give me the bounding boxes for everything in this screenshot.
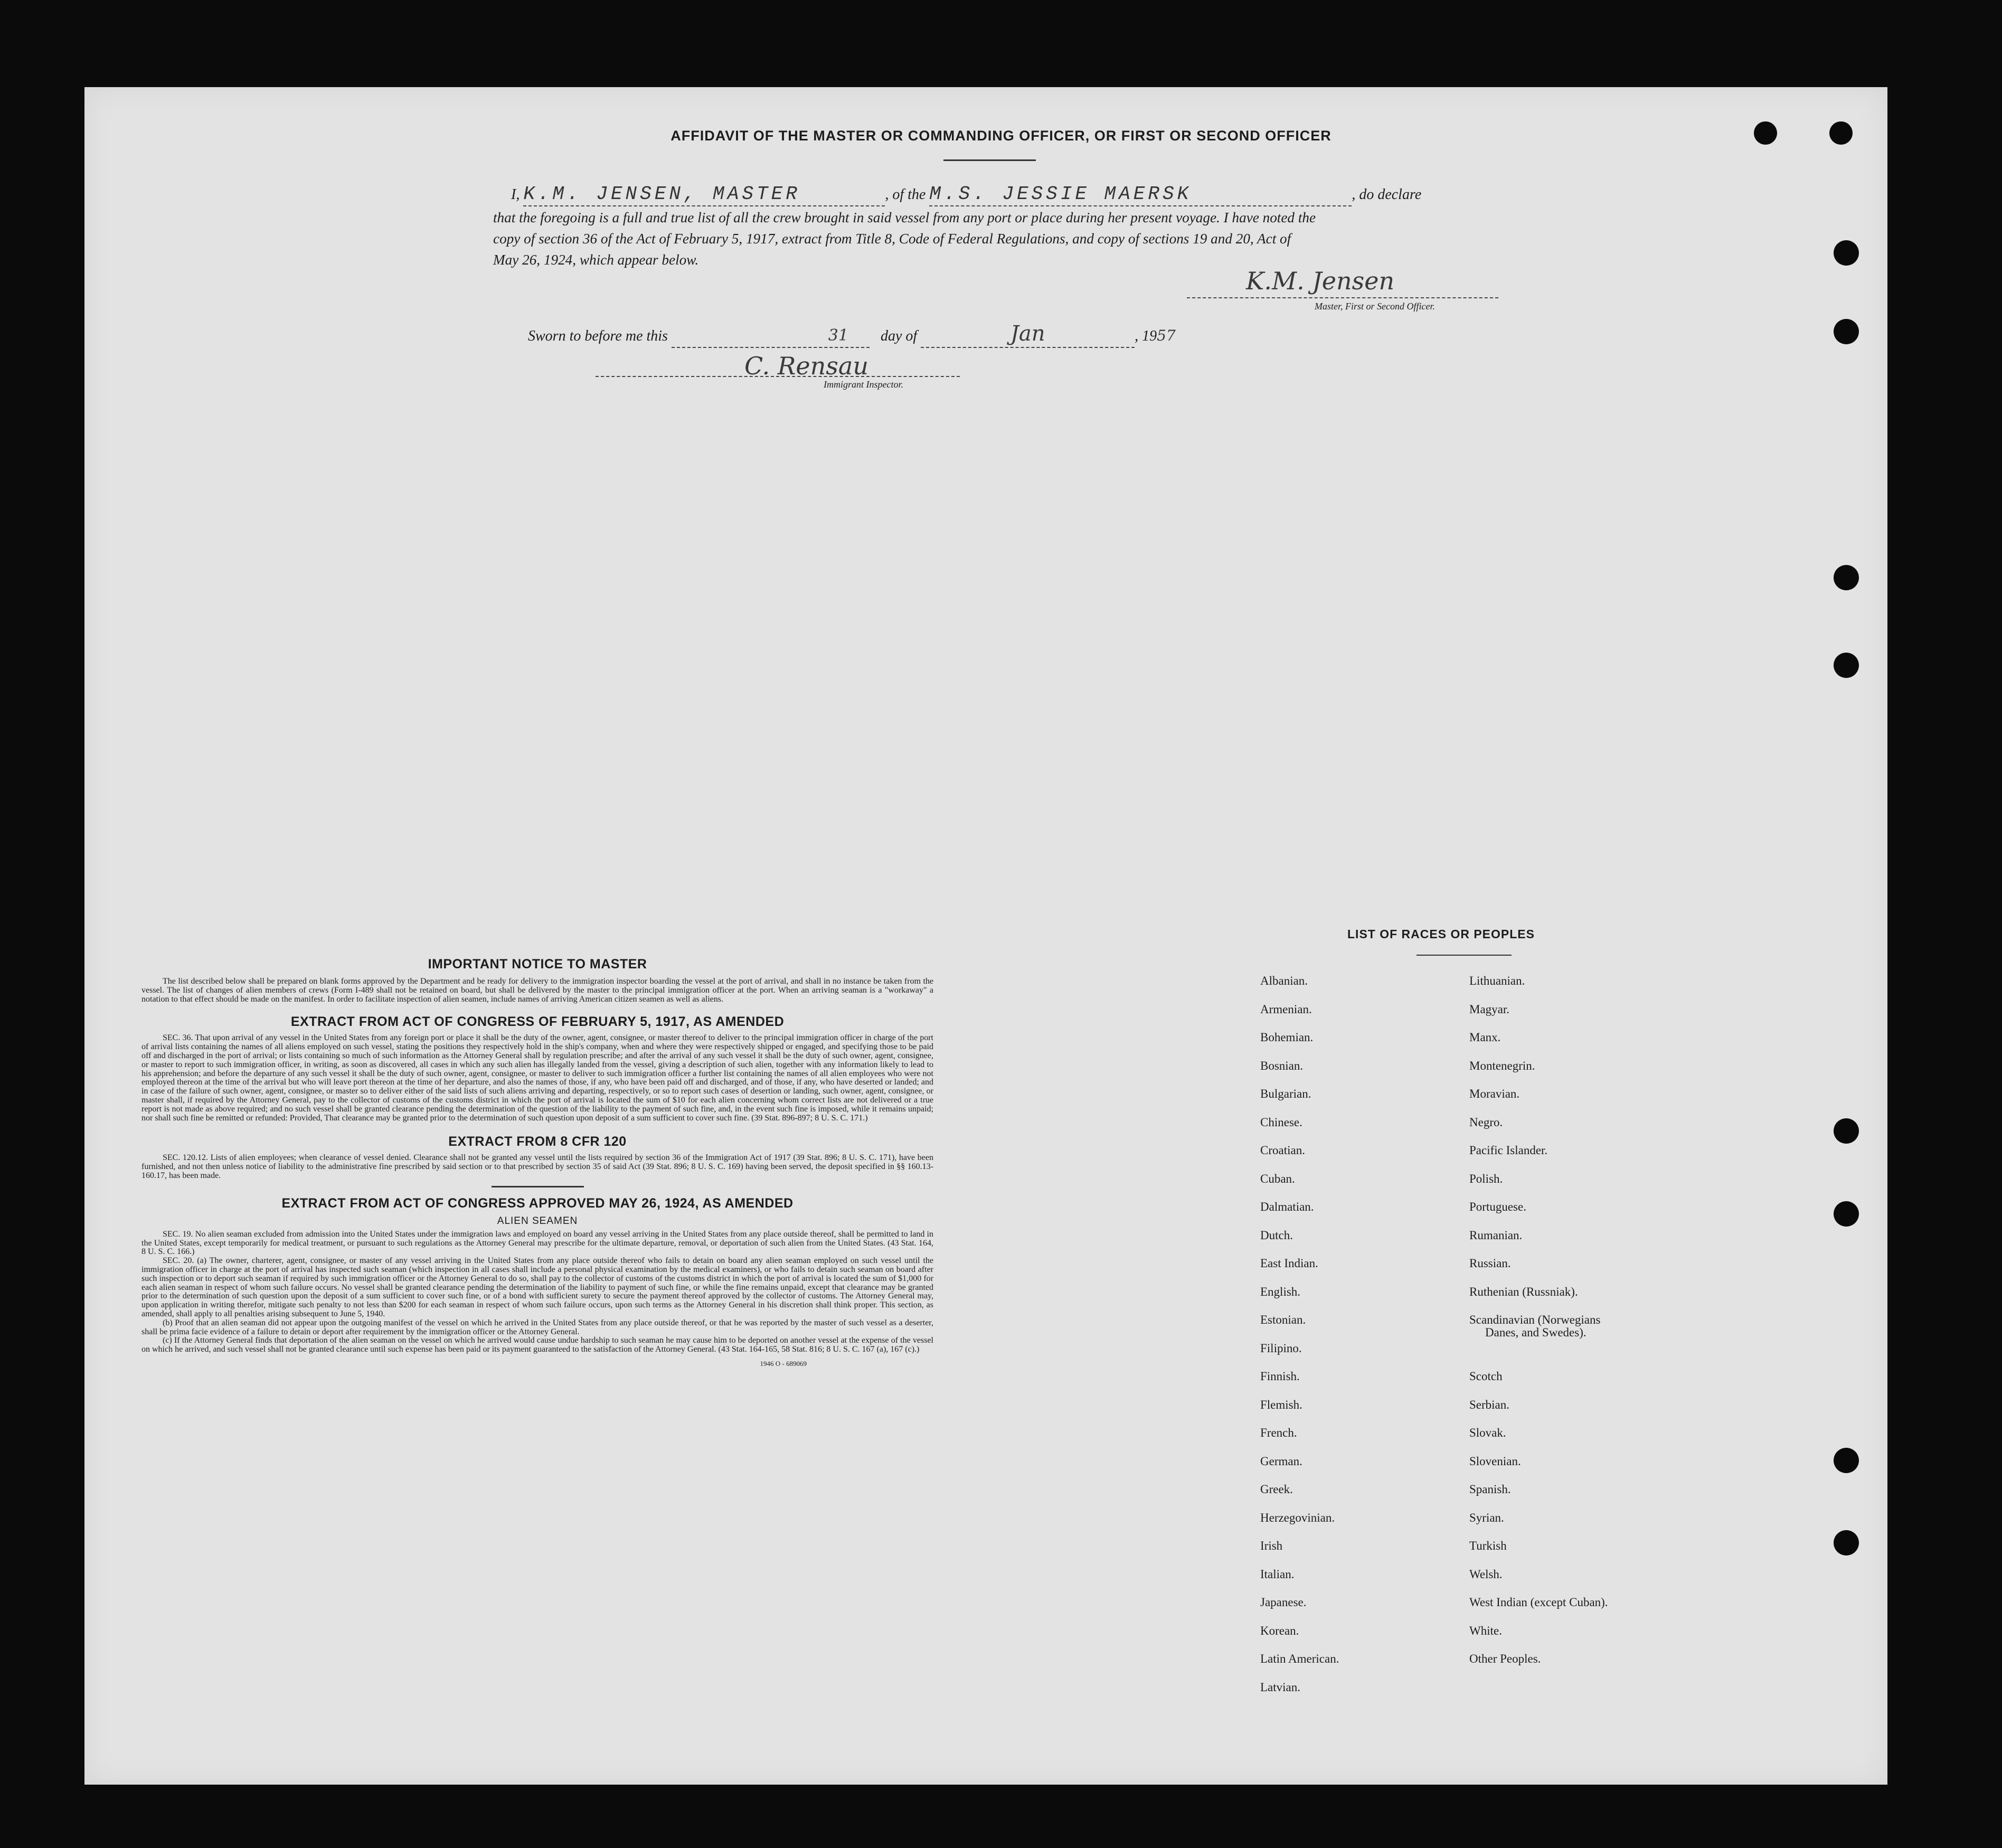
sworn-line bbox=[528, 323, 1176, 348]
race-item: Chinese. bbox=[1260, 1116, 1302, 1129]
race-item: Bulgarian. bbox=[1260, 1087, 1311, 1100]
sworn-month: Jan bbox=[1010, 322, 1045, 346]
race-item: Other Peoples. bbox=[1469, 1652, 1541, 1665]
race-item: Pacific Islander. bbox=[1469, 1144, 1548, 1157]
punch-hole bbox=[1834, 1530, 1859, 1555]
races-title: LIST OF RACES OR PEOPLES bbox=[1347, 927, 1535, 941]
inspector-signature: C. Rensau bbox=[744, 352, 868, 380]
notice-text: The list described below shall be prepared on blank forms approved by the Department and be ready for delivery to the immigration inspector boarding the vessel at the port of arrival, and shall in no instance be taken from the vessel. The list of changes of alien members of crews (Form I-489 shall not be retained on board, but shall be delivered by the master to the principal immigration officer at the port. When an arriving seaman is a "workaway" a notation to that effect should be made on the manifest. In order to facilitate inspection of alien seamen, include names of arriving American citizen seamen as well as aliens. bbox=[141, 977, 933, 1004]
race-item: Croatian. bbox=[1260, 1144, 1305, 1157]
race-item-continuation: Danes, and Swedes). bbox=[1485, 1326, 1587, 1339]
declaration-line-2: that the foregoing is a full and true list of all the crew brought in said vessel from any port or place during her present voyage. I have noted the bbox=[493, 210, 1316, 225]
punch-hole bbox=[1834, 653, 1859, 678]
decl-prefix: I, bbox=[511, 186, 520, 203]
declaration-line-4: May 26, 1924, which appear below. bbox=[493, 252, 699, 268]
race-item: Russian. bbox=[1469, 1257, 1511, 1270]
sworn-text: Sworn to before me this bbox=[528, 328, 668, 344]
race-item: Irish bbox=[1260, 1539, 1283, 1552]
race-item: Herzegovinian. bbox=[1260, 1511, 1335, 1524]
race-item: Moravian. bbox=[1469, 1087, 1520, 1100]
print-code: 1946 O - 689069 bbox=[760, 1359, 807, 1368]
race-item: Syrian. bbox=[1469, 1511, 1504, 1524]
race-item: Cuban. bbox=[1260, 1172, 1295, 1185]
race-item: Estonian. bbox=[1260, 1313, 1306, 1326]
punch-hole bbox=[1834, 319, 1859, 344]
race-item: Korean. bbox=[1260, 1624, 1299, 1637]
master-name: K.M. JENSEN, MASTER bbox=[523, 183, 800, 205]
extract-cfr-block bbox=[141, 1154, 933, 1180]
race-item: Serbian. bbox=[1469, 1398, 1510, 1411]
race-item: Spanish. bbox=[1469, 1483, 1511, 1496]
alien-seamen-subheading: ALIEN SEAMEN bbox=[497, 1215, 578, 1227]
race-item: East Indian. bbox=[1260, 1257, 1318, 1270]
race-item: Ruthenian (Russniak). bbox=[1469, 1285, 1578, 1298]
extract-1917-block bbox=[141, 1034, 933, 1123]
race-item: Bohemian. bbox=[1260, 1031, 1314, 1044]
race-item: Dalmatian. bbox=[1260, 1200, 1314, 1213]
affidavit-title: AFFIDAVIT OF THE MASTER OR COMMANDING OFFICER, OR FIRST OR SECOND OFFICER bbox=[671, 128, 1331, 144]
sworn-month-field bbox=[921, 323, 1135, 348]
extract-1924-para4: (c) If the Attorney General finds that deportation of the alien seaman on the vessel on which he arrived would cause undue hardship to such seaman he may cause him to be deported on another vessel at the expense of the vessel on which he arrived, and such vessel shall not be granted clearance until such expense has been paid or its payment guaranteed to the satisfaction of the Attorney General. (43 Stat. 164-165, 58 Stat. 816; 8 U. S. C. 167 (a), 167 (c).) bbox=[141, 1336, 933, 1354]
race-item: Scandinavian (Norwegians bbox=[1469, 1313, 1601, 1326]
races-title-rule bbox=[1416, 955, 1512, 956]
extract-1924-heading: EXTRACT FROM ACT OF CONGRESS APPROVED MAY 26, 1924, AS AMENDED bbox=[281, 1195, 794, 1211]
race-item: Turkish bbox=[1469, 1539, 1507, 1552]
inspector-caption: Immigrant Inspector. bbox=[824, 379, 903, 390]
sworn-day-field bbox=[672, 325, 870, 348]
declaration-line-1 bbox=[511, 184, 1504, 206]
legal-column bbox=[141, 957, 933, 1368]
race-item: Armenian. bbox=[1260, 1003, 1312, 1016]
punch-hole bbox=[1834, 240, 1859, 266]
race-item: Japanese. bbox=[1260, 1596, 1307, 1609]
master-caption: Master, First or Second Officer. bbox=[1315, 301, 1435, 312]
extract-1924-block bbox=[141, 1230, 933, 1354]
notice-heading: IMPORTANT NOTICE TO MASTER bbox=[428, 957, 647, 972]
notice-text-block bbox=[141, 977, 933, 1004]
master-signature-line bbox=[1187, 297, 1498, 298]
year-suffix: 57 bbox=[1157, 327, 1176, 344]
vessel-name-field bbox=[929, 184, 1352, 206]
race-item: Greek. bbox=[1260, 1483, 1293, 1496]
race-item: West Indian (except Cuban). bbox=[1469, 1596, 1608, 1609]
race-item: White. bbox=[1469, 1624, 1502, 1637]
race-item: German. bbox=[1260, 1455, 1302, 1468]
sworn-day: 31 bbox=[828, 326, 848, 345]
inspector-signature-line bbox=[596, 376, 960, 377]
race-item: Slovak. bbox=[1469, 1426, 1506, 1439]
race-item: Finnish. bbox=[1260, 1370, 1300, 1383]
year-prefix: , 19 bbox=[1135, 328, 1157, 344]
race-item: Lithuanian. bbox=[1469, 974, 1525, 987]
extract-1924-para1: SEC. 19. No alien seaman excluded from admission into the United States under the immigration laws and employed on board any vessel arriving in the United States from any place outside thereof, shall be permitted to land in the United States, except temporarily for medical treatment, or pursuant to such regulations as the Attorney General may prescribe for the ultimate departure, removal, or deportation of such alien from the United States. (43 Stat. 164, 8 U. S. C. 166.) bbox=[141, 1229, 933, 1257]
master-signature: K.M. Jensen bbox=[1246, 267, 1395, 295]
race-item: Negro. bbox=[1469, 1116, 1503, 1129]
day-of-text: day of bbox=[880, 328, 918, 344]
title-rule bbox=[943, 159, 1036, 161]
punch-hole bbox=[1834, 1201, 1859, 1227]
extract-1924-para3: (b) Proof that an alien seaman did not appear upon the outgoing manifest of the vessel on which he arrived in the United States from any place outside thereof, or that he was reported by the master of such vessel as a deserter, shall be prima facie evidence of a failure to detain or deport after requirement by the immigration officer or the Attorney General. bbox=[141, 1318, 933, 1336]
race-item: Rumanian. bbox=[1469, 1229, 1523, 1242]
race-item: Magyar. bbox=[1469, 1003, 1510, 1016]
race-item: Scotch bbox=[1469, 1370, 1503, 1383]
race-item: Welsh. bbox=[1469, 1568, 1503, 1581]
declaration-line-3: copy of section 36 of the Act of February 5, 1917, extract from Title 8, Code of Federal Regulations, and copy of sections 19 and 20, Act of bbox=[493, 231, 1291, 247]
race-item: Portuguese. bbox=[1469, 1200, 1526, 1213]
extract-1917-heading: EXTRACT FROM ACT OF CONGRESS OF FEBRUARY 5, 1917, AS AMENDED bbox=[290, 1014, 785, 1030]
extract-1924-para2: SEC. 20. (a) The owner, charterer, agent, consignee, or master of any vessel arriving in the United States from any place outside thereof who fails to detain on board any alien seaman employed on such vessel until the immigration officer in charge at the port of arrival has inspected such seaman (which inspection in all cases shall include a personal physical examination by the medical examiners), or who fails to detain such seaman on board after such inspection or to deport such seaman if required by such immigration officer or the Attorney General to do so, shall pay to the collector of customs of the customs district in which the port of arrival is located the sum of $1,000 for each alien seaman in respect of whom such failure occurs. No vessel shall be granted clearance pending the determination of the liability to payment of such fine, or while the fine remains unpaid, except that clearance may be granted prior to the determination of such question upon the deposit of a sum sufficient to cover such fine, or of a bond with sufficient surety to secure the payment thereof approved by the collector of customs. The Attorney General may, upon application in writing therefor, mitigate such penalty to not less than $200 for each seaman in respect of whom such failure occurs, upon such terms as the Attorney General in his discretion shall think proper. This section, as amended, shall apply to all penalties arising subsequent to June 5, 1940. bbox=[141, 1256, 933, 1318]
race-item: Flemish. bbox=[1260, 1398, 1302, 1411]
punch-hole bbox=[1834, 1448, 1859, 1473]
race-item: Dutch. bbox=[1260, 1229, 1293, 1242]
race-item: Bosnian. bbox=[1260, 1059, 1304, 1072]
section-rule bbox=[492, 1186, 584, 1187]
race-item: Latin American. bbox=[1260, 1652, 1339, 1665]
extract-1917-text: SEC. 36. That upon arrival of any vessel in the United States from any foreign port or place it shall be the duty of the owner, agent, consignee, or master thereof to deliver to the principal immigration officer in charge of the port of arrival lists containing the names of all aliens employed on such vessel, stating the positions they respectively hold in the ship's company, when and where they were respectively shipped or engaged, and specifying those to be paid off and discharged in the port of arrival; or lists containing so much of such information as the Attorney General shall by regulation prescribe; and after the arrival of any such vessel it shall be the duty of such owner, agent, consignee, or master to report to such immigration officer, in writing, as soon as discovered, all cases in which any such alien has illegally landed from the vessel, giving a description of such alien, together with any information likely to lead to his apprehension; and before the departure of any such vessel it shall be the duty of such owner, agent, consignee, or master to deliver to such immigration officer a further list containing the names of all alien employees who were not employed thereon at the time of the arrival but who will leave port thereon at the time of her departure, and also the names of those, if any, who have been paid off and discharged, and of those, if any, who have deserted or landed; and in case of the failure of such owner, agent, consignee, or master so to deliver either of the said lists of such aliens arriving and departing, respectively, or so to report such cases of desertion or landing, such owner, agent, consignee, or master shall, if required by the Attorney General, pay to the collector of customs of the customs district in which the port of arrival is located the sum of $10 for each alien concerning whom correct lists are not delivered or a true report is not made as above required; and no such vessel shall be granted clearance pending the determination of the question of the liability to the payment of such fine, and, in the event such fine is imposed, while it remains unpaid; nor shall such fine be remitted or refunded: Provided, That clearance may be granted prior to the determination of such question upon deposit of a sum sufficient to cover such fine. (39 Stat. 896-897; 8 U. S. C. 171.) bbox=[141, 1033, 933, 1123]
race-item: Italian. bbox=[1260, 1568, 1295, 1581]
master-name-field bbox=[523, 184, 885, 206]
extract-cfr-heading: EXTRACT FROM 8 CFR 120 bbox=[448, 1134, 627, 1149]
do-declare-text: , do declare bbox=[1352, 186, 1422, 203]
race-item: Slovenian. bbox=[1469, 1455, 1521, 1468]
race-item: Polish. bbox=[1469, 1172, 1503, 1185]
extract-cfr-text: SEC. 120.12. Lists of alien employees; when clearance of vessel denied. Clearance shall not be granted any vessel until the lists required by section 36 of the Immigration Act of 1917 (39 Stat. 896; 8 U. S. C. 171), have been furnished, and not then unless notice of liability to the administrative fine prescribed by said section or to that prescribed by section 35 of said Act (39 Stat. 896; 8 U. S. C. 169) having been served, the deposit specified in §§ 160.13-160.17, has been made. bbox=[141, 1153, 933, 1180]
race-item: Albanian. bbox=[1260, 974, 1308, 987]
race-item: Montenegrin. bbox=[1469, 1059, 1535, 1072]
punch-hole bbox=[1834, 565, 1859, 590]
of-the-text: , of the bbox=[885, 186, 926, 203]
race-item: English. bbox=[1260, 1285, 1301, 1298]
race-item: French. bbox=[1260, 1426, 1297, 1439]
race-item: Manx. bbox=[1469, 1031, 1501, 1044]
vessel-name: M.S. JESSIE MAERSK bbox=[929, 183, 1192, 205]
punch-hole bbox=[1834, 1118, 1859, 1144]
race-item: Latvian. bbox=[1260, 1681, 1300, 1694]
race-item: Filipino. bbox=[1260, 1342, 1302, 1355]
